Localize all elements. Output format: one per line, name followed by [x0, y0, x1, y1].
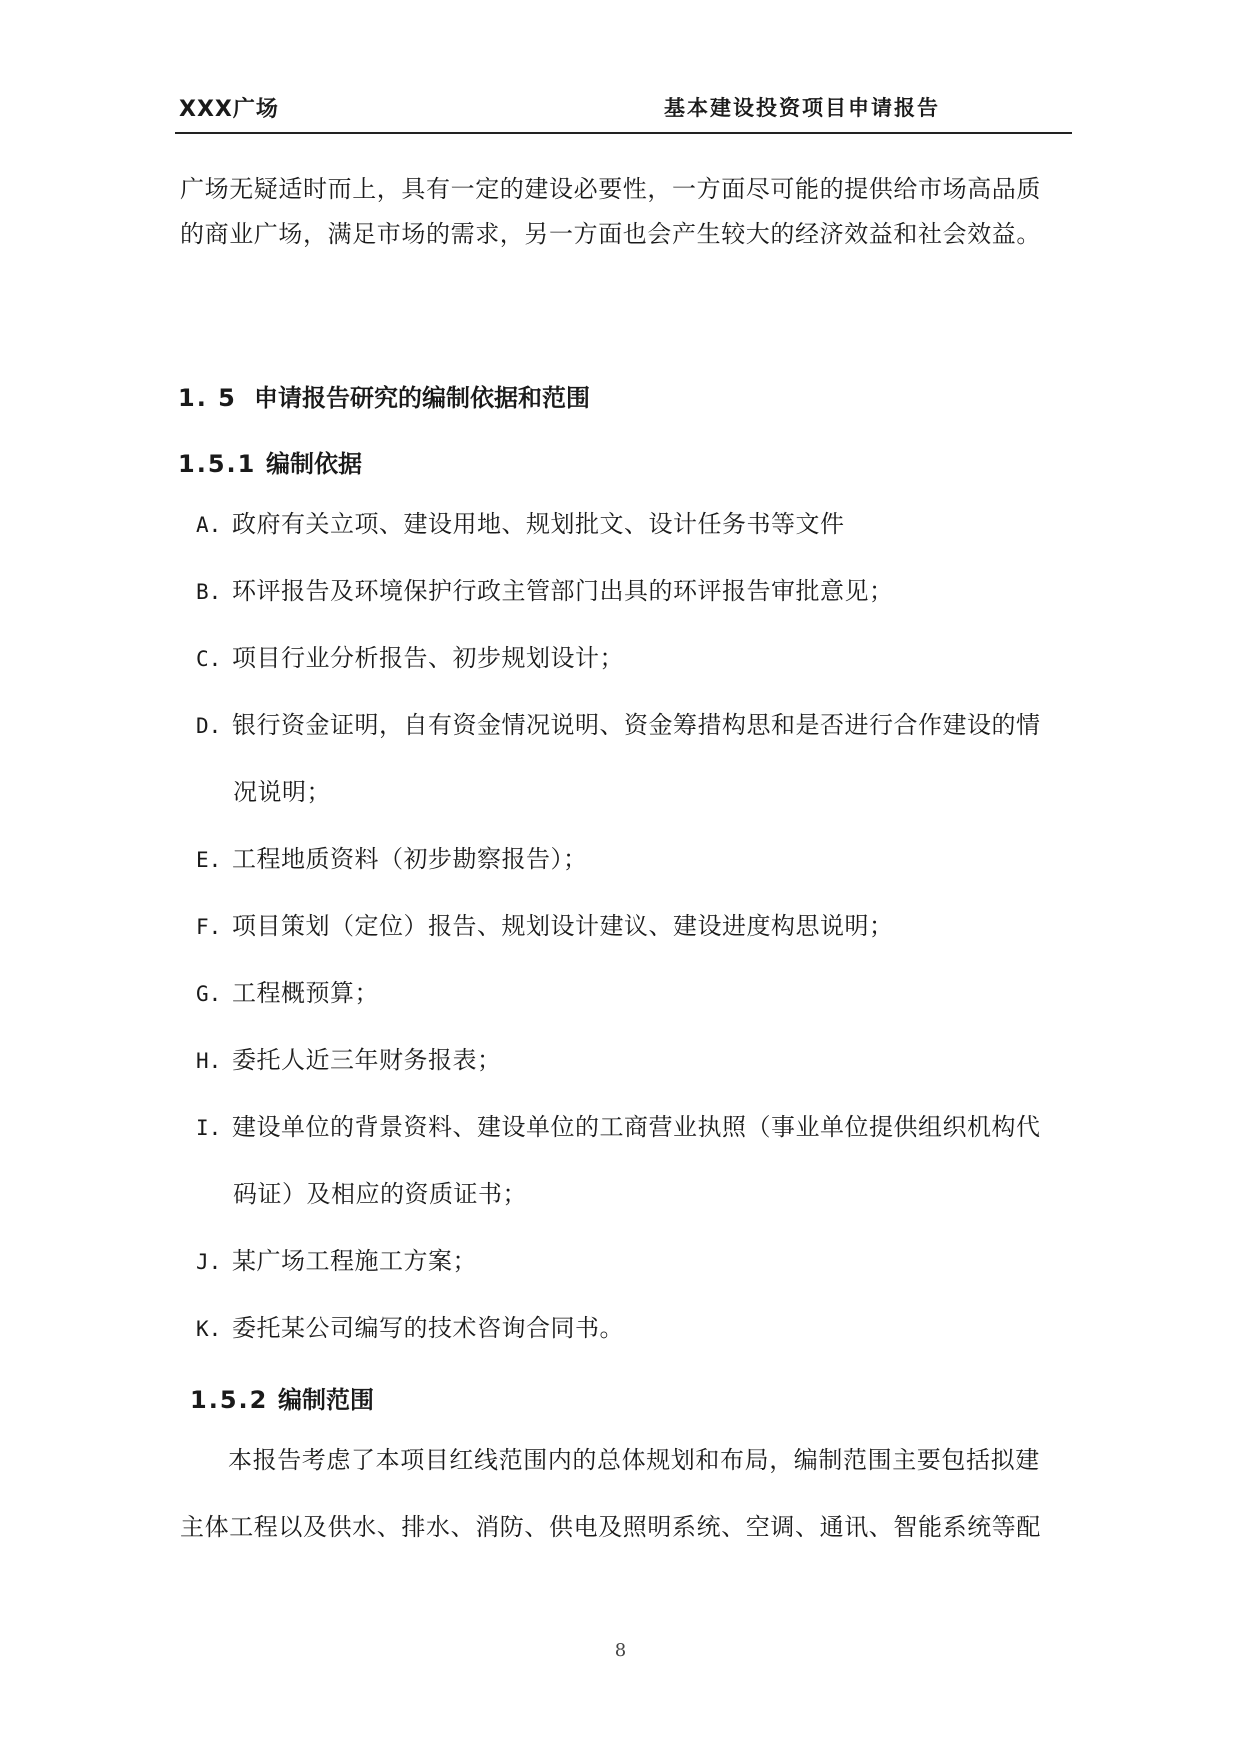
header-right-title: 基本建设投资项目申请报告 [664, 96, 940, 120]
subsection-title-2: 编制范围 [278, 1386, 374, 1414]
subsection-number-2: 1.5.2 [190, 1386, 269, 1414]
subsection-number-1: 1.5.1 [178, 450, 257, 478]
scope-line-1: 本报告考虑了本项目红线范围内的总体规划和布局，编制范围主要包括拟建 [228, 1446, 1040, 1474]
section-number: 1. 5 [178, 384, 237, 412]
list-item-j [196, 1245, 477, 1278]
list-item-text: 银行资金证明，自有资金情况说明、资金筹措构思和是否进行合作建设的情 [232, 711, 1041, 739]
list-item-letter: E. [196, 848, 222, 872]
list-item-letter: J. [196, 1250, 222, 1274]
list-item-letter: I. [196, 1116, 222, 1140]
list-item-a [196, 508, 845, 541]
list-item-c [196, 642, 624, 675]
scope-line-2: 主体工程以及供水、排水、消防、供电及照明系统、空调、通讯、智能系统等配 [180, 1513, 1041, 1541]
section-heading [178, 378, 590, 413]
subsection-heading-2 [190, 1380, 374, 1415]
list-item-letter: G. [196, 982, 222, 1006]
list-item-k [196, 1312, 624, 1345]
list-item-h [196, 1044, 502, 1077]
intro-line-2: 的商业广场，满足市场的需求，另一方面也会产生较大的经济效益和社会效益。 [180, 220, 1041, 248]
list-item-letter: C. [196, 647, 222, 671]
list-item-text: 委托某公司编写的技术咨询合同书。 [232, 1314, 624, 1342]
section-title: 申请报告研究的编制依据和范围 [254, 384, 590, 412]
list-item-letter: K. [196, 1317, 222, 1341]
list-item-text: 工程概预算； [232, 979, 379, 1007]
list-item-f [196, 910, 894, 943]
list-item-g [196, 977, 379, 1010]
list-item-text: 项目策划（定位）报告、规划设计建议、建设进度构思说明； [232, 912, 894, 940]
page-number: 8 [614, 1640, 627, 1661]
list-item-e [196, 843, 588, 876]
list-item-d-continuation: 况说明； [233, 778, 331, 806]
list-item-b [196, 575, 894, 608]
list-item-letter: B. [196, 580, 222, 604]
list-item-text: 建设单位的背景资料、建设单位的工商营业执照（事业单位提供组织机构代 [232, 1113, 1041, 1141]
subsection-title-1: 编制依据 [266, 450, 362, 478]
list-item-text: 委托人近三年财务报表； [232, 1046, 502, 1074]
header-left-title: XXX广场 [179, 97, 279, 122]
list-item-i [196, 1111, 1041, 1144]
list-item-letter: F. [196, 915, 222, 939]
list-item-d [196, 709, 1041, 742]
list-item-letter: A. [196, 513, 222, 537]
subsection-heading-1 [178, 444, 362, 479]
page-header [175, 82, 1072, 134]
list-item-letter: D. [196, 714, 222, 738]
intro-line-1: 广场无疑适时而上，具有一定的建设必要性，一方面尽可能的提供给市场高品质 [180, 175, 1041, 203]
list-item-text: 政府有关立项、建设用地、规划批文、设计任务书等文件 [232, 510, 845, 538]
list-item-letter: H. [196, 1049, 222, 1073]
list-item-text: 项目行业分析报告、初步规划设计； [232, 644, 624, 672]
list-item-text: 某广场工程施工方案； [232, 1247, 477, 1275]
list-item-text: 工程地质资料（初步勘察报告）； [232, 845, 588, 873]
list-item-text: 环评报告及环境保护行政主管部门出具的环评报告审批意见； [232, 577, 894, 605]
list-item-i-continuation: 码证）及相应的资质证书； [233, 1180, 527, 1208]
